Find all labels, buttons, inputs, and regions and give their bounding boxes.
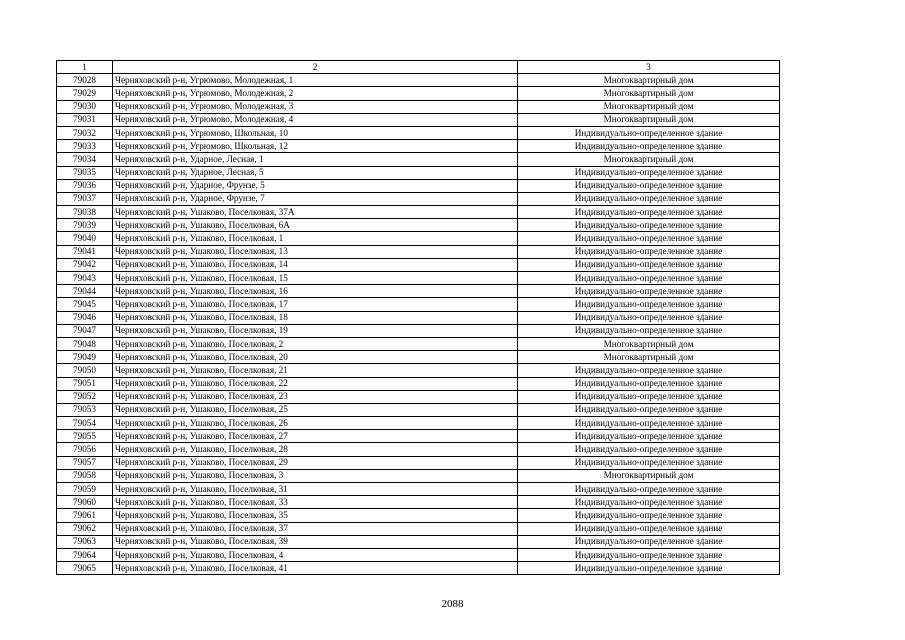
table-row [57,140,780,153]
cell-building-type: Индивидуально-определенное здание [518,206,780,219]
cell-address: Черняховский р-н, Ушаково, Поселковая, 28 [113,443,518,456]
cell-id: 79039 [57,219,113,232]
cell-id: 79030 [57,100,113,113]
cell-id: 79031 [57,113,113,126]
table-row [57,153,780,166]
cell-id: 79041 [57,245,113,258]
cell-building-type: Индивидуально-определенное здание [518,509,780,522]
cell-address: Черняховский р-н, Ударное, Лесная, 5 [113,166,518,179]
cell-address: Черняховский р-н, Ушаково, Поселковая, 1 [113,232,518,245]
table-row [57,377,780,390]
cell-address: Черняховский р-н, Ушаково, Поселковая, 19 [113,324,518,337]
cell-building-type: Индивидуально-определенное здание [518,522,780,535]
cell-address: Черняховский р-н, Ушаково, Поселковая, 13 [113,245,518,258]
cell-address: Черняховский р-н, Ушаково, Поселковая, 39 [113,535,518,548]
cell-address: Черняховский р-н, Ушаково, Поселковая, 22 [113,377,518,390]
cell-building-type: Индивидуально-определенное здание [518,548,780,561]
cell-building-type: Индивидуально-определенное здание [518,140,780,153]
cell-building-type: Индивидуально-определенное здание [518,179,780,192]
cell-id: 79049 [57,351,113,364]
cell-building-type: Многоквартирный дом [518,100,780,113]
cell-address: Черняховский р-н, Ушаково, Поселковая, 14 [113,258,518,271]
cell-building-type: Индивидуально-определенное здание [518,126,780,139]
table-row [57,535,780,548]
table-row [57,298,780,311]
table-body [57,74,780,575]
cell-address: Черняховский р-н, Ушаково, Поселковая, 2 [113,337,518,350]
cell-address: Черняховский р-н, Ушаково, Поселковая, 33 [113,496,518,509]
cell-id: 79044 [57,285,113,298]
cell-building-type: Индивидуально-определенное здание [518,311,780,324]
table-row [57,74,780,87]
cell-address: Черняховский р-н, Ушаково, Поселковая, 21 [113,364,518,377]
cell-id: 79064 [57,548,113,561]
cell-address: Черняховский р-н, Ушаково, Поселковая, 35 [113,509,518,522]
table-row [57,245,780,258]
cell-id: 79056 [57,443,113,456]
cell-id: 79029 [57,87,113,100]
cell-id: 79043 [57,272,113,285]
cell-building-type: Индивидуально-определенное здание [518,298,780,311]
cell-address: Черняховский р-н, Ушаково, Поселковая, 37А [113,206,518,219]
cell-address: Черняховский р-н, Ударное, Фрунзе, 7 [113,192,518,205]
cell-id: 79063 [57,535,113,548]
table-row [57,258,780,271]
cell-building-type: Индивидуально-определенное здание [518,192,780,205]
cell-id: 79032 [57,126,113,139]
cell-id: 79033 [57,140,113,153]
cell-building-type: Индивидуально-определенное здание [518,232,780,245]
buildings-table [56,60,780,575]
cell-id: 79050 [57,364,113,377]
header-col-3: 3 [518,61,780,74]
table-row [57,443,780,456]
cell-building-type: Индивидуально-определенное здание [518,456,780,469]
table-row [57,166,780,179]
cell-id: 79059 [57,483,113,496]
cell-building-type: Индивидуально-определенное здание [518,272,780,285]
cell-address: Черняховский р-н, Ушаково, Поселковая, 25 [113,403,518,416]
table-row [57,522,780,535]
cell-building-type: Индивидуально-определенное здание [518,417,780,430]
cell-address: Черняховский р-н, Ушаково, Поселковая, 6А [113,219,518,232]
cell-building-type: Индивидуально-определенное здание [518,364,780,377]
cell-id: 79062 [57,522,113,535]
cell-building-type: Многоквартирный дом [518,113,780,126]
cell-address: Черняховский р-н, Угрюмово, Молодежная, 4 [113,113,518,126]
table-row [57,456,780,469]
cell-address: Черняховский р-н, Ушаково, Поселковая, 4 [113,548,518,561]
table-row [57,311,780,324]
table-row [57,430,780,443]
table-row [57,232,780,245]
cell-address: Черняховский р-н, Угрюмово, Школьная, 10 [113,126,518,139]
cell-address: Черняховский р-н, Ушаково, Поселковая, 37 [113,522,518,535]
cell-id: 79047 [57,324,113,337]
cell-address: Черняховский р-н, Ушаково, Поселковая, 18 [113,311,518,324]
table-row [57,113,780,126]
cell-address: Черняховский р-н, Ушаково, Поселковая, 26 [113,417,518,430]
table-row [57,469,780,482]
cell-id: 79034 [57,153,113,166]
cell-address: Черняховский р-н, Угрюмово, Школьная, 12 [113,140,518,153]
cell-id: 79045 [57,298,113,311]
cell-building-type: Многоквартирный дом [518,74,780,87]
table-row [57,192,780,205]
table-row [57,390,780,403]
cell-id: 79038 [57,206,113,219]
cell-building-type: Индивидуально-определенное здание [518,430,780,443]
cell-address: Черняховский р-н, Угрюмово, Молодежная, 3 [113,100,518,113]
cell-building-type: Индивидуально-определенное здание [518,258,780,271]
cell-building-type: Многоквартирный дом [518,337,780,350]
table-row [57,364,780,377]
cell-id: 79065 [57,562,113,575]
header-row [57,61,780,74]
table-row [57,417,780,430]
cell-id: 79052 [57,390,113,403]
cell-building-type: Многоквартирный дом [518,153,780,166]
header-col-1: 1 [57,61,113,74]
table-row [57,206,780,219]
cell-building-type: Индивидуально-определенное здание [518,443,780,456]
table-row [57,562,780,575]
cell-building-type: Индивидуально-определенное здание [518,496,780,509]
table-row [57,337,780,350]
cell-id: 79055 [57,430,113,443]
cell-id: 79060 [57,496,113,509]
cell-building-type: Индивидуально-определенное здание [518,390,780,403]
cell-building-type: Индивидуально-определенное здание [518,166,780,179]
cell-address: Черняховский р-н, Ушаково, Поселковая, 29 [113,456,518,469]
cell-building-type: Индивидуально-определенное здание [518,245,780,258]
cell-id: 79028 [57,74,113,87]
cell-id: 79057 [57,456,113,469]
cell-id: 79037 [57,192,113,205]
cell-building-type: Индивидуально-определенное здание [518,483,780,496]
header-col-2: 2 [113,61,518,74]
table-row [57,509,780,522]
table-row [57,219,780,232]
cell-building-type: Индивидуально-определенное здание [518,535,780,548]
cell-building-type: Многоквартирный дом [518,87,780,100]
table-row [57,272,780,285]
page-number: 2088 [441,598,464,610]
cell-address: Черняховский р-н, Ушаково, Поселковая, 17 [113,298,518,311]
table-row [57,496,780,509]
cell-id: 79061 [57,509,113,522]
cell-building-type: Индивидуально-определенное здание [518,285,780,298]
cell-address: Черняховский р-н, Угрюмово, Молодежная, 1 [113,74,518,87]
cell-building-type: Индивидуально-определенное здание [518,324,780,337]
cell-id: 79058 [57,469,113,482]
table-row [57,179,780,192]
cell-address: Черняховский р-н, Ушаково, Поселковая, 16 [113,285,518,298]
cell-id: 79042 [57,258,113,271]
cell-address: Черняховский р-н, Ударное, Лесная, 1 [113,153,518,166]
cell-id: 79040 [57,232,113,245]
cell-id: 79035 [57,166,113,179]
cell-building-type: Многоквартирный дом [518,351,780,364]
cell-address: Черняховский р-н, Ушаково, Поселковая, 31 [113,483,518,496]
table-header [57,61,780,74]
cell-address: Черняховский р-н, Угрюмово, Молодежная, 2 [113,87,518,100]
cell-id: 79046 [57,311,113,324]
cell-id: 79054 [57,417,113,430]
cell-building-type: Индивидуально-определенное здание [518,377,780,390]
cell-building-type: Многоквартирный дом [518,469,780,482]
cell-address: Черняховский р-н, Ушаково, Поселковая, 41 [113,562,518,575]
cell-id: 79036 [57,179,113,192]
cell-building-type: Индивидуально-определенное здание [518,562,780,575]
cell-address: Черняховский р-н, Ушаково, Поселковая, 23 [113,390,518,403]
cell-address: Черняховский р-н, Ушаково, Поселковая, 20 [113,351,518,364]
table-row [57,351,780,364]
table-row [57,548,780,561]
cell-address: Черняховский р-н, Ударное, Фрунзе, 5 [113,179,518,192]
cell-id: 79051 [57,377,113,390]
cell-id: 79053 [57,403,113,416]
cell-address: Черняховский р-н, Ушаково, Поселковая, 15 [113,272,518,285]
table-row [57,87,780,100]
table-row [57,126,780,139]
table-row [57,483,780,496]
cell-building-type: Индивидуально-определенное здание [518,403,780,416]
cell-address: Черняховский р-н, Ушаково, Поселковая, 3 [113,469,518,482]
table-row [57,100,780,113]
table-row [57,324,780,337]
cell-address: Черняховский р-н, Ушаково, Поселковая, 27 [113,430,518,443]
cell-building-type: Индивидуально-определенное здание [518,219,780,232]
table-row [57,285,780,298]
table-row [57,403,780,416]
cell-id: 79048 [57,337,113,350]
